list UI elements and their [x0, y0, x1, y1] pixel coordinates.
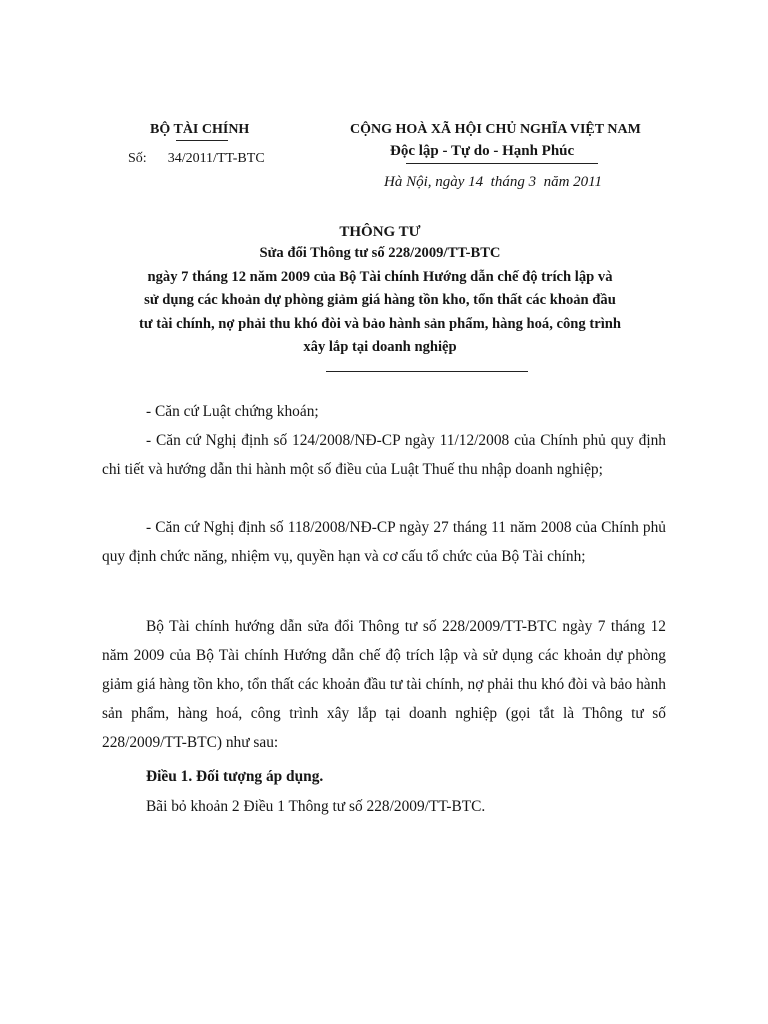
article-body: Bãi bỏ khoản 2 Điều 1 Thông tư số 228/2009/TT-BTC.: [146, 798, 486, 815]
legal-basis-item: - Căn cứ Nghị định số 124/2008/NĐ-CP ngày 11/12/2008 của Chính phủ quy định chi tiết và hướng dẫn thi hành một số điều của Luật Thuế thu nhập doanh nghiệp;: [102, 432, 666, 478]
ministry-underline: [176, 140, 228, 141]
legal-basis-item: - Căn cứ Nghị định số 118/2008/NĐ-CP ngày 27 tháng 11 năm 2008 của Chính phủ quy định chức năng, nhiệm vụ, quyền hạn và cơ cấu tổ chức của Bộ Tài chính;: [102, 519, 666, 565]
title-line: Sửa đổi Thông tư số 228/2009/TT-BTC: [259, 245, 501, 261]
nation-name: CỘNG HOÀ XÃ HỘI CHỦ NGHĨA VIỆT NAM: [350, 122, 641, 137]
article-heading: Điều 1. Đối tượng áp dụng.: [146, 768, 324, 785]
document-title-block: [100, 222, 660, 360]
intro-paragraph: Bộ Tài chính hướng dẫn sửa đổi Thông tư số 228/2009/TT-BTC ngày 7 tháng 12 năm 2009 của Bộ Tài chính Hướng dẫn chế độ trích lập và sử dụng các khoản dự phòng giảm giá hàng tồn kho, tổn thất các khoản đầu tư tài chính, nợ phải thu khó đòi và bảo hành sản phẩm, hàng hoá, công trình xây lắp tại doanh nghiệp (gọi tắt là Thông tư số 228/2009/TT-BTC) như sau:: [102, 618, 666, 751]
motto-underline: [406, 163, 598, 164]
title-line: xây lắp tại doanh nghiệp: [303, 339, 457, 355]
legal-basis-item: - Căn cứ Luật chứng khoán;: [146, 403, 319, 420]
title-underline: [326, 371, 528, 372]
national-motto: Độc lập - Tự do - Hạnh Phúc: [390, 143, 575, 159]
document-type: THÔNG TƯ: [339, 224, 421, 240]
place-and-date: Hà Nội, ngày 14 tháng 3 năm 2011: [384, 174, 603, 190]
title-line: sử dụng các khoản dự phòng giảm giá hàng tồn kho, tổn thất các khoản đầu: [144, 292, 616, 308]
document-number: [128, 151, 265, 167]
document-number-label: Số:: [128, 151, 147, 166]
document-number-value: 34/2011/TT-BTC: [167, 151, 265, 166]
ministry-name: BỘ TÀI CHÍNH: [150, 122, 250, 137]
title-line: tư tài chính, nợ phải thu khó đòi và bảo hành sản phẩm, hàng hoá, công trình: [139, 315, 621, 332]
title-line: ngày 7 tháng 12 năm 2009 của Bộ Tài chính Hướng dẫn chế độ trích lập và: [147, 268, 613, 285]
